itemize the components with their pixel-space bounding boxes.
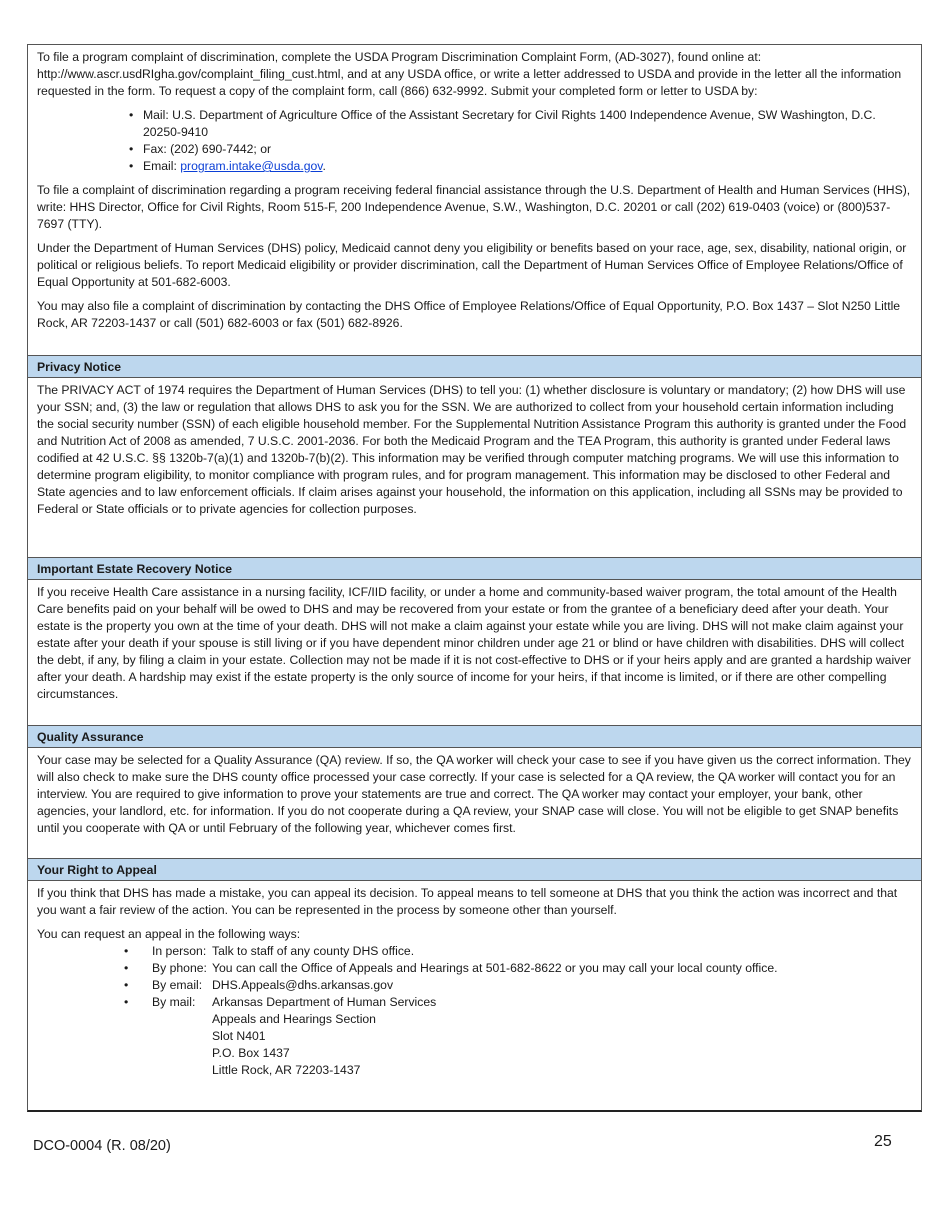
appeal-way-text: Arkansas Department of Human Services [212,995,437,1009]
notice-frame [27,44,922,1112]
address-line: Appeals and Hearings Section [212,1012,376,1026]
list-item [124,994,912,1011]
appeal-way-text: DHS.Appeals@dhs.arkansas.gov [212,978,394,992]
appeal-way-label: • By mail: [152,995,196,1009]
appeal-way-label: • By phone: [152,961,207,975]
privacy-notice-body: The PRIVACY ACT of 1974 requires the Department of Human Services (DHS) to tell you: (1) whether disclosure is voluntary or mandatory; (2) how DHS will use your SSN; and, (3) the law or regulation that allows DHS to ask you for the SSN. We are authorized to collect from your household certain information including the social security number (SSN) of each eligible household member. For the Supplemental Nutrition Assistance Program this authority is granted under the Food and Nutrition Act of 2008 as amended, 7 U.S.C. 2001-2036. For both the Medicaid Program and the TEA Program, this authority is granted under Federal laws codified at 42 U.S.C. §§ 1320b-7(a)(1) and 1320b-7(b)(2). This information may be verified through computer matching programs. We will use this information to determine program eligibility, to monitor compliance with program rules, and for program management. This information may be disclosed to other Federal and State agencies and to law enforcement officials. If claim arises against your household, the information on this application, including all SSNs may be provided to Federal or State officials or to private agencies for collection purposes. [37,383,907,516]
appeal-way-label: • In person: [152,944,207,958]
discrimination-complaint-section [28,45,921,355]
form-id: DCO-0004 (R. 08/20) [33,1138,171,1154]
list-item [143,158,912,175]
list-item: • Fax: (202) 690-7442; or [143,141,912,158]
appeal-ways-list [37,943,912,1011]
estate-recovery-section [28,580,921,725]
privacy-notice-section [28,378,921,557]
address-line: P.O. Box 1437 [212,1046,290,1060]
appeal-mailing-address [37,1011,912,1079]
estate-recovery-heading: Important Estate Recovery Notice [28,557,921,580]
list-item [124,977,912,994]
dhs-complaint-paragraph: You may also file a complaint of discrimination by contacting the DHS Office of Employee Relations/Office of Equal Opportunity, P.O. Box 1437 – Slot N250 Little Rock, AR 72203-1437 or call (501) 682-6003 or fax (501) 682-8926. [37,299,901,330]
appeal-way-label: • By email: [152,978,203,992]
list-item: • Mail: U.S. Department of Agriculture Office of the Assistant Secretary for Civil Rights 1400 Independence Avenue, SW Washington, D.C. 20250-9410 [143,107,912,141]
privacy-notice-heading: Privacy Notice [28,355,921,378]
estate-recovery-body: If you receive Health Care assistance in a nursing facility, ICF/IID facility, or under a home and community-based waiver program, the total amount of the Health Care benefits paid on your behalf will be owed to DHS and may be recovered from your estate or from the grantee of a beneficiary deed after your death. Your estate is the property you own at the time of your death. DHS will not make a claim against your estate while you are living. DHS will not make claim against your estate after your death if your spouse is still living or if you have dependent minor children under age 21 or blind or have children with disabilities. DHS will collect the debt, if any, by filing a claim in your estate. Collection may not be made if it is not cost-effective to DHS or if your heirs apply and are granted a hardship waiver after your death. A hardship may exist if the estate property is the only source of income for your heirs, if that income is limited, or if there are other compelling circumstances. [37,585,912,701]
list-item [124,960,912,977]
hhs-complaint-paragraph: To file a complaint of discrimination regarding a program receiving federal financial assistance through the U.S. Department of Health and Human Services (HHS), write: HHS Director, Office for Civil Rights, Room 515-F, 200 Independence Avenue, S.W., Washington, D.C. 20201 or call (202) 619-0403 (voice) or (800)537-7697 (TTY). [37,183,911,231]
right-to-appeal-heading: Your Right to Appeal [28,858,921,881]
dhs-policy-paragraph: Under the Department of Human Services (DHS) policy, Medicaid cannot deny you eligibility or benefits based on your race, age, sex, disability, national origin, or political or religious beliefs. To report Medicaid eligibility or provider discrimination, call the Department of Human Services Office of Employee Relations/Office of Equal Opportunity at 501-682-6003. [37,241,907,289]
address-line: Slot N401 [212,1029,266,1043]
address-line: Little Rock, AR 72203-1437 [212,1063,361,1077]
quality-assurance-body: Your case may be selected for a Quality Assurance (QA) review. If so, the QA worker will check your case to see if you have given us the correct information. They will also check to make sure the DHS county office processed your case correctly. If your case is selected for a QA review, the QA worker will contact you for an interview. You are required to give information to prove your statements are true and correct. The QA worker may contact your employer, your bank, other agencies, your landlord, etc. for information. If you do not cooperate during a QA review, your SNAP case will close. You will not be eligible to get SNAP benefits until you cooperate with QA or until February of the following year, whichever comes first. [37,753,911,835]
usda-submission-list [37,107,912,175]
quality-assurance-heading: Quality Assurance [28,725,921,748]
right-to-appeal-section [28,881,921,1085]
quality-assurance-section [28,748,921,858]
email-prefix: Email: [143,159,181,173]
appeal-way-text: You can call the Office of Appeals and Hearings at 501-682-8622 or you may call your local county office. [212,961,778,975]
list-item [124,943,912,960]
appeal-way-text: Talk to staff of any county DHS office. [212,944,415,958]
appeal-intro-paragraph: If you think that DHS has made a mistake, you can appeal its decision. To appeal means to tell someone at DHS that you think the action was incorrect and that you want a fair review of the action. You can be represented in the process by someone other than yourself. [37,886,898,917]
page-number: 25 [874,1133,892,1150]
appeal-ways-intro: You can request an appeal in the following ways: [37,927,301,941]
usda-email-link[interactable]: program.intake@usda.gov [180,159,323,173]
email-suffix: . [322,159,326,173]
usda-complaint-paragraph: To file a program complaint of discrimination, complete the USDA Program Discrimination Complaint Form, (AD-3027), found online at: http://www.ascr.usdRIgha.gov/complaint_filing_cust.html, and at any USDA office, or write a letter addressed to USDA and provide in the letter all the information requested in the form. To request a copy of the complaint form, call (866) 632-9992. Submit your completed form or letter to USDA by: [37,50,902,98]
